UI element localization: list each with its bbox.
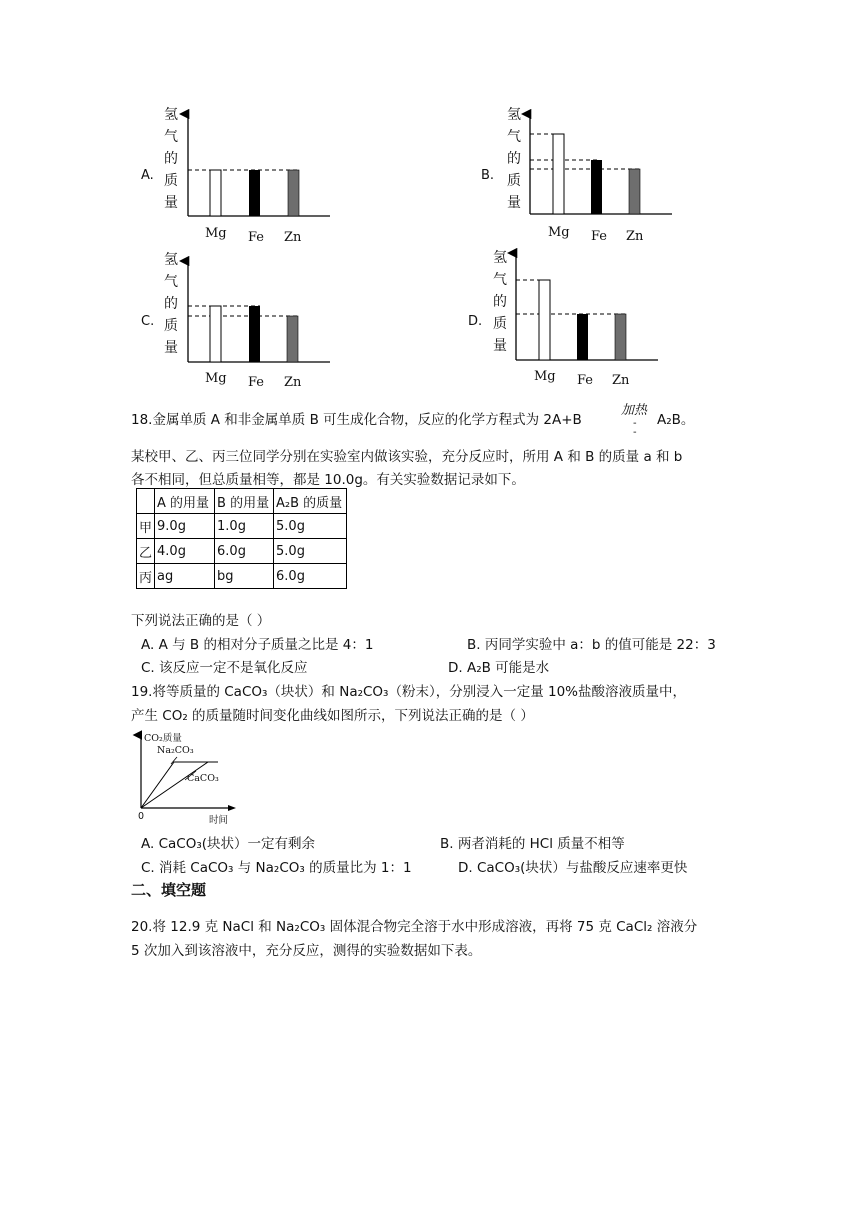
chart-a-ylabel: 氢 气 的 质 量 — [164, 107, 178, 211]
bar-zn — [629, 169, 640, 214]
chart-c — [188, 261, 330, 362]
q19-graph-origin: 0 — [138, 811, 145, 822]
cat-mg: Mg — [205, 371, 227, 386]
bar-fe — [249, 306, 260, 362]
cat-zn: Zn — [284, 230, 302, 245]
table-cell: 甲 — [137, 514, 155, 539]
table-header-cell: B 的用量 — [215, 489, 274, 514]
q19-graph-series-caco3: CaCO₃ — [187, 773, 219, 784]
table-row — [137, 539, 347, 564]
table-row — [137, 514, 347, 539]
chart-d — [516, 253, 658, 360]
bar-fe — [577, 314, 588, 360]
q18-condition-mark-2: - — [633, 427, 637, 438]
table-cell: 5.0g — [274, 514, 347, 539]
table-cell: 丙 — [137, 564, 155, 589]
table-cell: 6.0g — [274, 564, 347, 589]
bar-mg — [210, 170, 221, 216]
q18-data-table — [136, 488, 347, 589]
table-header-cell: A 的用量 — [155, 489, 215, 514]
q18-line1 — [131, 408, 582, 428]
table-cell: 乙 — [137, 539, 155, 564]
table-cell: bg — [215, 564, 274, 589]
table-cell: ag — [155, 564, 215, 589]
option-c-label[interactable]: C. — [141, 314, 155, 329]
table-cell: 9.0g — [155, 514, 215, 539]
cat-mg: Mg — [534, 369, 556, 384]
table-cell: 1.0g — [215, 514, 274, 539]
cat-zn: Zn — [612, 373, 630, 388]
line-caco3 — [141, 762, 208, 808]
q19-graph-series-na2co3: Na₂CO₃ — [157, 745, 194, 756]
line-na2co3 — [141, 762, 218, 808]
q18-line3: 各不相同，但总质量相等，都是 10.0g。有关实验数据记录如下。 — [131, 472, 525, 488]
chart-d-ylabel: 氢 气 的 质 量 — [493, 250, 507, 354]
cat-fe: Fe — [248, 375, 265, 390]
q18-option-a[interactable]: A. A 与 B 的相对分子质量之比是 4：1 — [141, 637, 374, 653]
cat-zn: Zn — [284, 375, 302, 390]
q18-line2: 某校甲、乙、丙三位同学分别在实验室内做该实验，充分反应时，所用 A 和 B 的质量 a 和 b — [131, 449, 683, 465]
chart-c-ylabel: 氢 气 的 质 量 — [164, 252, 178, 356]
bar-zn — [287, 316, 298, 362]
bar-mg — [539, 280, 550, 360]
q19-option-c[interactable]: C. 消耗 CaCO₃ 与 Na₂CO₃ 的质量比为 1：1 — [141, 860, 412, 876]
q18-option-d[interactable]: D. A₂B 可能是水 — [448, 660, 550, 676]
option-d-label[interactable]: D. — [468, 314, 483, 329]
bar-mg — [553, 134, 564, 214]
q19-graph-xlabel: 时间 — [209, 815, 229, 826]
bar-zn — [615, 314, 626, 360]
bar-zn — [288, 170, 299, 216]
q18-condition: 加热 — [621, 403, 648, 418]
chart-a — [188, 114, 330, 216]
q18-condition-mark-1: - — [633, 418, 637, 429]
cat-mg: Mg — [205, 226, 227, 241]
chart-b — [530, 114, 672, 214]
table-row — [137, 564, 347, 589]
bar-mg — [210, 306, 221, 362]
bar-fe — [249, 170, 260, 216]
table-cell: 4.0g — [155, 539, 215, 564]
cat-mg: Mg — [548, 225, 570, 240]
table-cell: 6.0g — [215, 539, 274, 564]
q19-option-a[interactable]: A. CaCO₃(块状）一定有剩余 — [141, 836, 316, 852]
section-title: 二、填空题 — [131, 881, 207, 899]
cat-fe: Fe — [248, 230, 265, 245]
q18-text-post: A₂B。 — [657, 412, 695, 428]
table-header-cell: A₂B 的质量 — [274, 489, 347, 514]
cat-zn: Zn — [626, 229, 644, 244]
q20-line2: 5 次加入到该溶液中，充分反应，测得的实验数据如下表。 — [131, 943, 482, 959]
q19-graph-ylabel: CO₂质量 — [144, 733, 182, 744]
cat-fe: Fe — [577, 373, 594, 388]
q19-line2: 产生 CO₂ 的质量随时间变化曲线如图所示，下列说法正确的是（ ） — [131, 708, 534, 724]
bar-fe — [591, 160, 602, 214]
q19-line1: 19.将等质量的 CaCO₃（块状）和 Na₂CO₃（粉末），分别浸入一定量 10%盐酸溶液质量中， — [131, 684, 687, 700]
q19-option-b[interactable]: B. 两者消耗的 HCl 质量不相等 — [440, 836, 625, 852]
table-cell: 5.0g — [274, 539, 347, 564]
table-header-row — [137, 489, 347, 514]
table-header-cell — [137, 489, 155, 514]
option-b-label[interactable]: B. — [481, 168, 495, 183]
q18-option-b[interactable]: B. 丙同学实验中 a：b 的值可能是 22：3 — [467, 637, 716, 653]
q18-text-pre: 18.金属单质 A 和非金属单质 B 可生成化合物，反应的化学方程式为 2A+B — [131, 412, 582, 428]
option-a-label[interactable]: A. — [141, 168, 154, 183]
q18-option-c[interactable]: C. 该反应一定不是氧化反应 — [141, 660, 308, 676]
q18-prompt: 下列说法正确的是（ ） — [131, 613, 271, 629]
q20-line1: 20.将 12.9 克 NaCl 和 Na₂CO₃ 固体混合物完全溶于水中形成溶液，再将 75 克 CaCl₂ 溶液分 — [131, 919, 698, 935]
cat-fe: Fe — [591, 229, 608, 244]
chart-b-ylabel: 氢 气 的 质 量 — [507, 107, 521, 211]
q19-option-d[interactable]: D. CaCO₃(块状）与盐酸反应速率更快 — [458, 860, 688, 876]
